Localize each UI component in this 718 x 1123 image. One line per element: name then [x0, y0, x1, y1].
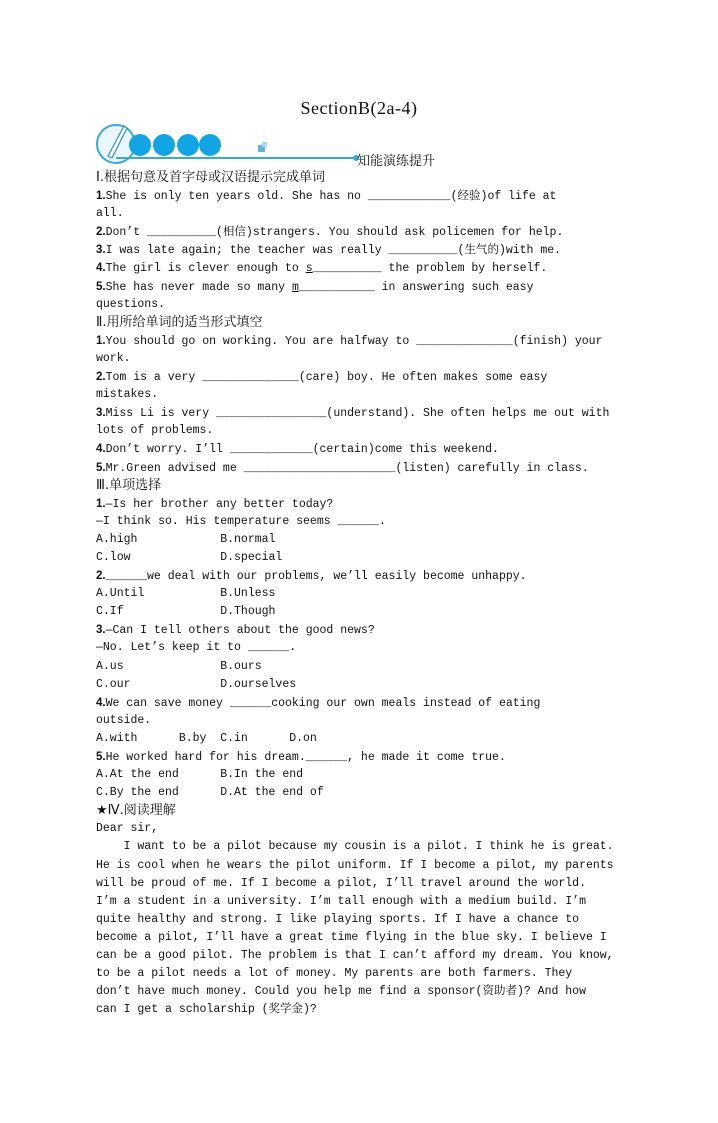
passage-line: don’t have much money. Could you help me find a sponsor(资助者)? And how [96, 985, 586, 999]
passage-line: to be a pilot needs a lot of money. My parents are both farmers. They [96, 967, 573, 981]
question-line: 1.—Is her brother any better today? [96, 497, 334, 511]
options-line: C.our D.ourselves [96, 677, 297, 691]
question-line: 2.______we deal with our problems, we’ll easily become unhappy. [96, 570, 527, 584]
options-line: C.If D.Though [96, 605, 276, 619]
question-line: 2.Don’t __________(相信)strangers. You should ask policemen for help. [96, 226, 564, 240]
question-line: —I think so. His temperature seems ______. [96, 514, 386, 528]
first-letter-hint: s [305, 262, 313, 276]
question-line: 4.We can save money ______cooking our own meals instead of eating [96, 696, 541, 710]
options-line: A.At the end B.In the end [96, 768, 304, 782]
question-line: 2.Tom is a very ______________(care) boy. He often makes some easy [96, 371, 548, 385]
question-line: 1.You should go on working. You are halfway to ______________(finish) your [96, 334, 603, 348]
section-heading: Ⅱ.用所给单词的适当形式填空 [96, 314, 263, 330]
question-line: 5.He worked hard for his dream.______, he made it come true. [96, 751, 506, 764]
options-line: A.Until B.Unless [96, 587, 276, 601]
options-line: A.us B.ours [96, 659, 262, 673]
question-line: —No. Let’s keep it to ______. [96, 641, 297, 655]
section-heading: ★Ⅳ.阅读理解 [96, 803, 176, 819]
passage-line: He is cool when he wears the pilot uniform. If I become a pilot, my parents [96, 858, 614, 872]
question-line: lots of problems. [96, 424, 214, 438]
section-heading: Ⅲ.单项选择 [96, 477, 162, 493]
page-title: SectionB(2a-4) [300, 98, 418, 118]
options-line: A.with B.by C.in D.on [96, 731, 317, 745]
question-line: 4.Don’t worry. I’ll ____________(certain)come this weekend. [96, 443, 499, 457]
passage-line: become a pilot, I’ll have a great time flying in the blue sky. I believe I [96, 930, 607, 944]
question-line: 5.Mr.Green advised me ______________________(listen) carefully in class. [96, 461, 589, 475]
passage-line: I’m a student in a university. I’m tall enough with a medium build. I’m [96, 894, 586, 908]
options-line: C.By the end D.At the end of [96, 786, 324, 800]
question-line: 3.Miss Li is very ________________(understand). She often helps me out with [96, 407, 610, 421]
banner-label: 知能演练提升 [357, 154, 436, 169]
passage-line: quite healthy and strong. I like playing sports. If I have a chance to [96, 912, 580, 926]
passage-line: I want to be a pilot because my cousin is a pilot. I think he is great. [96, 840, 614, 854]
question-line: 1.She is only ten years old. She has no ____________(经验)of life at [96, 190, 557, 204]
options-line: C.low D.special [96, 550, 283, 564]
passage-line: can be a good pilot. The problem is that I can’t afford my dream. You know, [96, 949, 614, 963]
question-line: 5.She has never made so many m___________ in answering such easy [96, 280, 534, 294]
question-line: mistakes. [96, 388, 159, 402]
options-line: A.high B.normal [96, 532, 276, 546]
passage-line: can I get a scholarship (奖学金)? [96, 1003, 317, 1017]
first-letter-hint: m [291, 280, 299, 294]
question-line: all. [96, 207, 124, 221]
section-heading: Ⅰ.根据句意及首字母或汉语提示完成单词 [96, 170, 325, 185]
letter-greeting: Dear sir, [96, 822, 159, 836]
question-line: 4.The girl is clever enough to s__________ the problem by herself. [96, 262, 548, 276]
question-line: outside. [96, 713, 152, 727]
question-line: questions. [96, 297, 166, 311]
question-line: 3.—Can I tell others about the good news? [96, 624, 375, 638]
question-line: 3.I was late again; the teacher was really __________(生气的)with me. [96, 244, 562, 258]
worksheet-content [96, 169, 636, 1019]
passage-line: will be proud of me. If I become a pilot, I’ll travel around the world. [96, 876, 586, 890]
question-line: work. [96, 351, 131, 365]
